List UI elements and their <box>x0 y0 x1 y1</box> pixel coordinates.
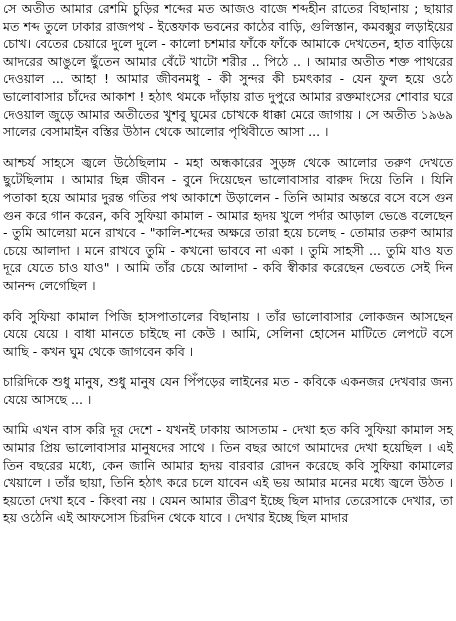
paragraph: চারিদিকে শুধু মানুষ, শুধু মানুষ যেন পিঁপড়ের লাইনের মত - কবিকে একনজর দেখবার জন্য যেয়ে আসছে ... । <box>3 374 453 407</box>
paragraph: সে অতীত আমার রেশমি চুড়ির শব্দের মত আজও বাজে শব্দহীন রাতের বিছানায় ; ছায়ার মত শব্দ তুলে ঢাকার রাজপথ - ইত্তেফাক ভবনের কাঠের বাড়ি, গুলিস্তান, কমবক্সুর লড়াইয়ের চোখ। বেতের চেয়ারে দুলে দুলে - কালো চশমার ফাঁকে ফাঁকে আমাকে দেখতেন, হাত বাড়িয়ে আদরের আঙুলে ছুঁতেন আমার বেঁটে খাটো শরীর .. পিঠে .. । আমার অতীত শক্ত পাথরের দেওয়াল ... আহা ! আমার জীবনমধু - কী সুন্দর কী চমৎকার - যেন ফুল হয়ে ওঠে ভালোবাসার চাঁদের আকাশ ! হঠাৎ থমকে দাঁড়ায় রাত দুপুরে আমার রক্তমাংসের শোবার ঘরে দেওয়াল জুড়ে আমার অতীতের খুশবু ঘুমের চোখকে ধাক্কা মেরে জাগায় । সে অতীত ১৯৬৯ সালের বেসামাইন বস্তির উঠান থেকে আলোর পৃথিবীতে আসা ... । <box>3 1 453 140</box>
paragraph: কবি সুফিয়া কামাল পিজি হাসপাতালের বিছানায় । তাঁর ভালোবাসার লোকজন আসছেন যেয়ে যেয়ে । বাধা মানতে চাইছে না কেউ । আমি, সেলিনা হোসেন মাটিতে লেপটে বসে আছি - কখন ঘুম থেকে জাগবেন কবি । <box>3 308 453 359</box>
paragraph: আশ্চর্য সাহসে জ্বলে উঠেছিলাম - মহা অন্ধকারের সুড়ঙ্গ থেকে আলোর তরুণ দেখতে ছুটেছিলাম । আমার ছিন্ন জীবন - বুনে দিয়েছেন ভালোবাসার বারুদ দিয়ে তিনি । যিনি পতাকা হয়ে আমার দুরন্ত গতির পথ আকাশে উড়ালেন - তিনি আমার অন্তরে বসে বসে গুন গুন করে গান করেন, কবি সুফিয়া কামাল - আমার হৃদয় খুলে পর্দার আড়াল ভেঙে বলেছেন - তুমি আলেয়া মনে রাখবে - "কালি-শব্দের অক্ষরে তারা হয়ে চলেছ - তোমার তরুণ আমার চেয়ে আলাদা । মনে রাখবে তুমি - কখনো ভাববে না একা । তুমি সাহসী ... তুমি যাও যত দূরে যেতে চাও যাও" । আমি তাঁর চেয়ে আলাদা - কবি স্বীকার করেছেন ভেবতে সেই দিন আনন্দ লেগেছিল । <box>3 154 453 293</box>
paragraph: আমি এখন বাস করি দূর দেশে - যখনই ঢাকায় আসতাম - দেখা হত কবি সুফিয়া কামাল সহ আমার প্রিয় ভালোবাসার মানুষদের সাথে । তিন বছর আগে আমাদের দেখা হয়েছিল । এই তিন বছরের মধ্যে, কেন জানি আমার হৃদয় বারবার রোদন করেছে কবি সুফিয়া কামালের খেয়ালে । তাঁর ছায়া, তিনি হঠাৎ করে চলে যাবেন এই ভয় আমার মনের মধ্যে জ্বলে উঠত । হয়তো দেখা হবে - কিংবা নয় । যেমন আমার তীব্রণ ইচ্ছে ছিল মাদার তেরেসাকে দেখার, তা হয় ওঠেনি এই আফসোস চিরদিন থেকে যাবে । দেখার ইচ্ছে ছিল মাদার <box>3 422 453 526</box>
